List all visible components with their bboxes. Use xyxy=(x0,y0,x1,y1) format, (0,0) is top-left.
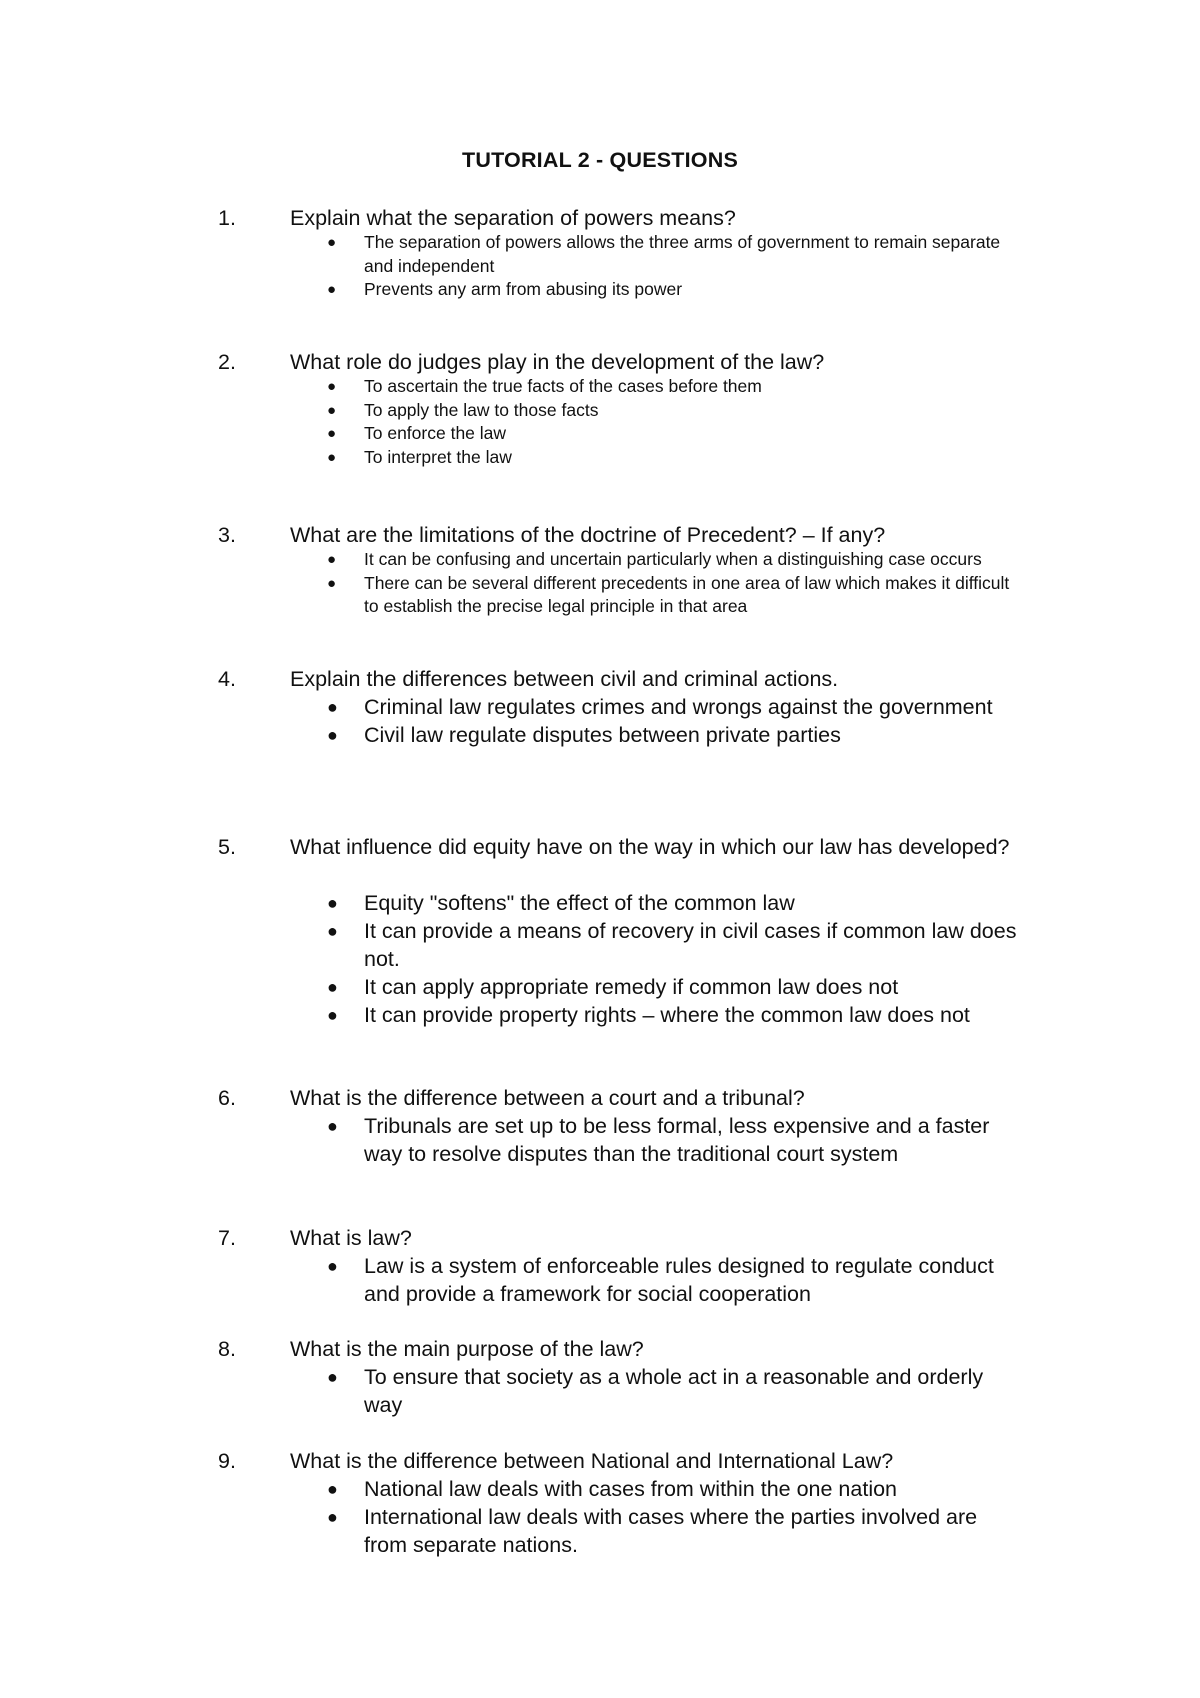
question-number: 8. xyxy=(218,1337,236,1361)
answer-item: ● To ensure that society as a whole act in a reasonable and orderly way xyxy=(327,1365,984,1417)
question-number: 4. xyxy=(218,667,236,691)
answer-item: ● Civil law regulate disputes between private parties xyxy=(327,723,841,747)
answer-item: ● To apply the law to those facts xyxy=(0,399,1024,423)
answer-list xyxy=(0,1112,1024,1168)
bullet-icon: ● xyxy=(327,1256,338,1276)
question-text: Explain what the separation of powers means? xyxy=(290,206,736,230)
question-text: What role do judges play in the development of the law? xyxy=(290,350,825,374)
bullet-icon: ● xyxy=(327,425,337,442)
answer-list xyxy=(0,1252,1024,1308)
answer-item: ● Law is a system of enforceable rules designed to regulate conduct and provide a framework for social cooperation xyxy=(327,1254,994,1306)
bullet-icon: ● xyxy=(327,281,337,298)
bullet-icon: ● xyxy=(327,921,338,941)
question-text: What influence did equity have on the way in which our law has developed? xyxy=(290,835,1010,859)
bullet-icon: ● xyxy=(327,401,337,419)
bullet-icon: ● xyxy=(327,1005,338,1025)
question-number: 2. xyxy=(218,350,236,374)
question-text: What is law? xyxy=(290,1226,412,1250)
answer-item: ● It can apply appropriate remedy if common law does not xyxy=(327,975,899,999)
bullet-icon: ● xyxy=(327,725,338,745)
question-text: What is the main purpose of the law? xyxy=(290,1337,644,1361)
question-number: 6. xyxy=(218,1086,236,1110)
question-text: What is the difference between a court and a tribunal? xyxy=(290,1086,805,1110)
question-number: 3. xyxy=(218,523,236,547)
question-number: 9. xyxy=(218,1449,236,1473)
bullet-icon: ● xyxy=(327,551,337,568)
bullet-icon: ● xyxy=(327,1367,338,1387)
bullet-icon: ● xyxy=(327,1479,338,1499)
answer-item: ● Prevents any arm from abusing its power xyxy=(0,278,1024,302)
bullet-icon: ● xyxy=(327,574,337,592)
answer-item: ● It can be confusing and uncertain particularly when a distinguishing case occurs xyxy=(0,548,1024,572)
answer-item: ● It can provide a means of recovery in civil cases if common law does not. xyxy=(327,919,1017,971)
question-number: 7. xyxy=(218,1226,236,1250)
bullet-icon: ● xyxy=(327,1116,338,1136)
answer-list xyxy=(0,1475,1024,1559)
answer-item: ● The separation of powers allows the three arms of government to remain separate and independent xyxy=(327,232,1001,276)
bullet-icon: ● xyxy=(327,697,338,717)
bullet-icon: ● xyxy=(327,893,338,913)
answer-list xyxy=(0,693,1024,749)
answer-list xyxy=(0,231,1024,302)
answer-item: ● To enforce the law xyxy=(0,422,1024,446)
bullet-icon: ● xyxy=(327,234,337,251)
bullet-icon: ● xyxy=(327,977,338,997)
bullet-icon: ● xyxy=(327,448,337,466)
answer-item: ● To ascertain the true facts of the cases before them xyxy=(0,375,1024,399)
bullet-icon: ● xyxy=(327,378,337,395)
question-text: What are the limitations of the doctrine of Precedent? – If any? xyxy=(290,523,886,547)
answer-item: ● To interpret the law xyxy=(0,446,1024,470)
page-title: TUTORIAL 2 - QUESTIONS xyxy=(462,148,738,172)
answer-list xyxy=(0,1363,1024,1419)
answer-item: ● Equity "softens" the effect of the common law xyxy=(327,891,795,915)
question-text: What is the difference between National and International Law? xyxy=(290,1449,894,1473)
answer-item: ● Tribunals are set up to be less formal, less expensive and a faster way to resolve disputes than the traditional court system xyxy=(327,1114,990,1166)
answer-item: ● National law deals with cases from within the one nation xyxy=(327,1477,898,1501)
question-text: Explain the differences between civil and criminal actions. xyxy=(290,667,839,691)
answer-list xyxy=(0,375,1024,469)
answer-list xyxy=(0,548,1024,619)
answer-list xyxy=(0,889,1024,1029)
answer-item: ● Criminal law regulates crimes and wrongs against the government xyxy=(327,695,993,719)
answer-item: ● It can provide property rights – where the common law does not xyxy=(327,1003,970,1027)
answer-item: ● International law deals with cases where the parties involved are from separate nations. xyxy=(327,1505,978,1557)
answer-item: ● There can be several different precedents in one area of law which makes it difficult to establish the precise legal principle in that area xyxy=(327,572,1010,616)
bullet-icon: ● xyxy=(327,1507,338,1527)
question-number: 1. xyxy=(218,206,236,230)
question-number: 5. xyxy=(218,835,236,859)
